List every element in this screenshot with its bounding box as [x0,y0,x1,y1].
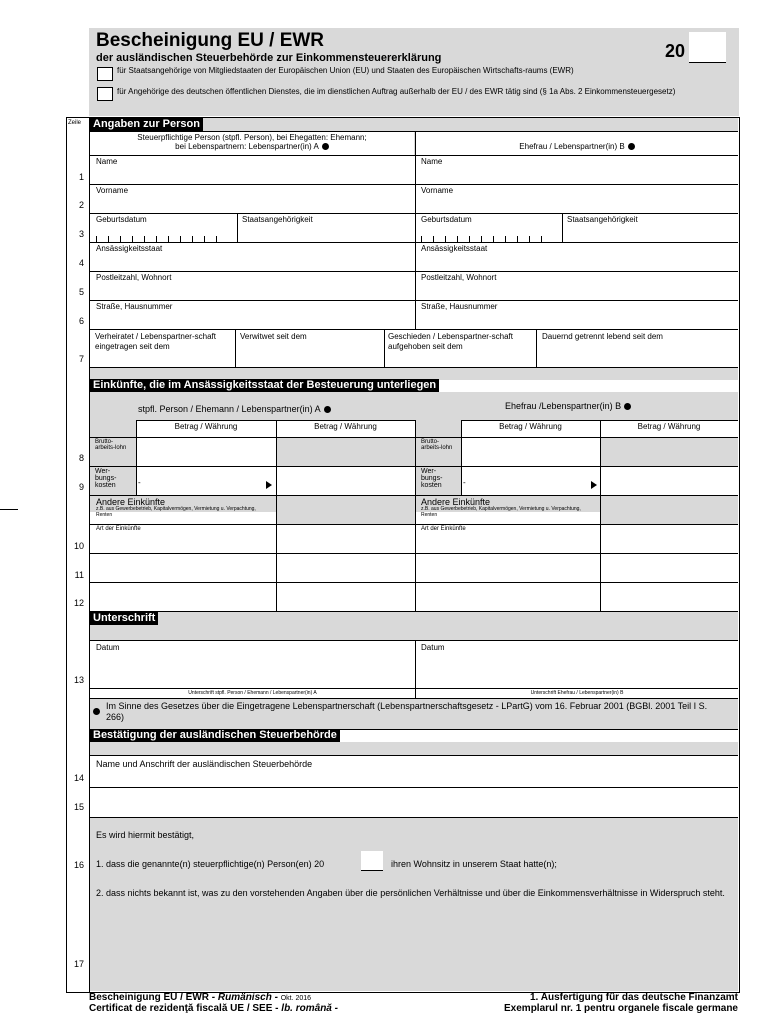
income-col-a-heading [138,404,331,414]
signature-a-input[interactable] [91,653,414,687]
werbung-b-input[interactable] [462,467,599,495]
name-a-label: Name [96,157,118,166]
andere-a-label: Andere Einkünfte [96,497,166,507]
geburtsdatum-b-label: Geburtsdatum [421,215,472,224]
betrag-b2: Betrag / Währung [637,422,701,431]
datum-a-label: Datum [96,643,120,652]
verwitwet-input[interactable] [236,343,384,366]
footnote-icon [324,406,331,413]
werbung-b-label: Wer-bungs-kosten [421,468,443,489]
plz-wohnort-a-input[interactable] [91,283,414,300]
brutto-a-input[interactable] [137,438,275,466]
income-col-b-heading [505,401,631,411]
section-signature-title: Unterschrift [90,612,158,625]
col-b-heading-text: Ehefrau / Lebenspartner(in) B [519,142,625,151]
confirm-item1-post: ihren Wohnsitz in unserem Staat hatte(n); [391,859,557,869]
row-number: 11 [74,570,84,580]
zeile-label: Zeile [68,120,82,126]
year-input[interactable] [689,32,726,63]
section-person-title: Angaben zur Person [90,118,203,131]
art-a-label: Art der Einkünfte [96,526,141,532]
footer-copy-ro: Exemplarul nr. 1 pentru organele fiscale germane [504,1003,738,1014]
footer-copy-de: 1. Ausfertigung für das deutsche Finanzamt [530,992,738,1003]
signature-a-caption: Unterschrift stpfl. Person / Ehemann / Lebenspartner(in) A [188,690,317,696]
checkbox-eu-ewr-label: für Staatsangehörige von Mitgliedstaaten der Europäischen Union (EU) und Staaten des Europäischen Wirtschafts-raums (EWR) [117,66,574,75]
werbung-a-input[interactable] [137,467,275,495]
staatsangehoerigkeit-b-label: Staatsangehörigkeit [567,215,638,224]
ansaessigkeitsstaat-a-input[interactable] [91,254,414,271]
authority-name-label: Name und Anschrift der ausländischen Steuerbehörde [96,759,313,769]
vorname-a-label: Vorname [96,186,129,195]
vorname-a-input[interactable] [91,196,414,213]
row-number: 12 [73,598,84,608]
staatsangehoerigkeit-a-label: Staatsangehörigkeit [242,215,313,224]
row-number: 15 [73,802,84,812]
strasse-b-label: Straße, Hausnummer [421,302,498,311]
werbung-b-dash: - [463,478,466,487]
arrow-right-icon [591,481,597,489]
row-number: 16 [73,860,84,870]
footer-left-2 [89,1003,338,1014]
art-b-label: Art der Einkünfte [421,526,466,532]
geburtsdatum-a-input[interactable] [96,228,226,242]
strasse-a-label: Straße, Hausnummer [96,302,173,311]
ansaessigkeitsstaat-b-input[interactable] [417,254,737,271]
vorname-b-input[interactable] [417,196,737,213]
lpartg-note: Im Sinne des Gesetzes über die Eingetragene Lebenspartnerschaft (Lebenspartnerschaftsgesetz - LPartG) vom 16. Februar 2001 (BGBl. 2001 Teil I S. 266) [106,701,708,722]
staatsangehoerigkeit-b-input[interactable] [564,226,736,242]
confirm-text: Es wird hiermit bestätigt, [96,830,195,840]
col-a-heading-line2-text: bei Lebenspartnern: Lebenspartner(in) A [175,142,319,151]
datum-b-label: Datum [421,643,445,652]
form-title: Bescheinigung EU / EWR [96,30,325,51]
plz-wohnort-b-input[interactable] [417,283,737,300]
andere-a-detail: z.B. aus Gewerbebetrieb, Kapitalvermögen, Vermietung u. Verpachtung, Renten [96,506,256,518]
vorname-b-label: Vorname [421,186,454,195]
row-number: 1 [78,172,84,182]
margin-fold-mark [0,509,18,510]
strasse-a-input[interactable] [91,312,414,329]
income-col-b-heading-text: Ehefrau /Lebenspartner(in) B [505,401,622,411]
footer-date: Okt. 2016 [280,995,312,1002]
confirm-year-input[interactable] [361,851,383,871]
werbung-a-label: Wer-bungs-kosten [95,468,117,489]
plz-wohnort-a-label: Postleitzahl, Wohnort [96,273,172,282]
row-number: 10 [73,541,84,551]
signature-b-caption: Unterschrift Ehefrau / Lebenspartner(in) B [530,690,624,696]
geburtsdatum-b-input[interactable] [421,228,551,242]
betrag-b1: Betrag / Währung [499,422,562,431]
werbung-a-dash: - [138,478,141,487]
checkbox-eu-ewr[interactable] [97,67,113,81]
year-prefix: 20 [665,41,686,61]
footer-form-name: Bescheinigung EU / EWR [89,992,210,1003]
name-b-input[interactable] [417,167,737,184]
authority-stamp-area[interactable] [91,915,737,990]
income-row-12-input[interactable] [91,583,737,611]
row-number: 13 [73,675,84,685]
row-number: 7 [78,354,84,364]
verheiratet-label: Verheiratet / Lebenspartner-schaft eingetragen seit dem [95,332,216,351]
income-row-10-input[interactable] [91,534,737,553]
verheiratet-input[interactable] [91,353,234,366]
footer-language-ro: lb. română - [281,1003,338,1014]
row-number: 2 [78,200,84,210]
row-number: 6 [78,316,84,326]
row-number: 3 [78,229,84,239]
brutto-a-label: Brutto-arbeits-lohn [95,439,127,451]
col-a-heading-line1: Steuerpflichtige Person (stpfl. Person), bei Ehegatten: Ehemann; [137,133,367,142]
section-authority-title: Bestätigung der ausländischen Steuerbehörde [90,729,340,742]
verwitwet-label: Verwitwet seit dem [240,332,307,341]
row-number: 9 [78,482,84,492]
authority-name-input-1[interactable] [91,770,737,787]
andere-b-label: Andere Einkünfte [421,497,491,507]
row-number: 14 [73,773,84,783]
ansaessigkeitsstaat-b-label: Ansässigkeitsstaat [421,244,488,253]
geschieden-input[interactable] [385,353,535,366]
row-number: 5 [78,287,84,297]
form-subtitle: der ausländischen Steuerbehörde zur Einkommensteuererklärung [96,52,442,64]
strasse-b-input[interactable] [417,312,737,329]
income-row-11-input[interactable] [91,554,737,582]
confirm-item2: 2. dass nichts bekannt ist, was zu den vorstehenden Angaben über die persönlichen Verhältnisse und über die Einkommensverhältnisse in Widerspruch steht. [96,888,725,898]
plz-wohnort-b-label: Postleitzahl, Wohnort [421,273,497,282]
footer-language: - Rumänisch - [211,992,278,1003]
geburtsdatum-a-label: Geburtsdatum [96,215,147,224]
authority-header-bg [90,742,738,755]
name-b-label: Name [421,157,443,166]
confirm-item1-pre: 1. dass die genannte(n) steuerpflichtige(n) Person(en) 20 [96,859,325,869]
footer-form-name-ro: Certificat de rezidenţă fiscală UE / SEE - [89,1003,279,1014]
ansaessigkeitsstaat-a-label: Ansässigkeitsstaat [96,244,163,253]
footnote-icon [624,403,631,410]
checkbox-public-service-label: für Angehörige des deutschen öffentlichen Dienstes, die im dienstlichen Auftrag außerhalb der EU / des EWR tätig sind (§ 1a Abs. 2 Einkommensteuergesetz) [117,87,676,96]
section-income-title: Einkünfte, die im Ansässigkeitsstaat der Besteuerung unterliegen [90,379,439,392]
geschieden-label: Geschieden / Lebenspartner-schaft aufgehoben seit dem [388,332,513,351]
lpartg-note-icon [93,701,100,719]
signature-b-input[interactable] [417,653,737,687]
checkbox-public-service[interactable] [97,87,113,101]
row-number: 4 [78,258,84,268]
getrennt-input[interactable] [537,343,737,366]
staatsangehoerigkeit-a-input[interactable] [239,226,413,242]
income-col-a-heading-text: stpfl. Person / Ehemann / Lebenspartner(in) A [138,404,321,414]
authority-name-input-2[interactable] [91,788,737,817]
getrennt-label: Dauernd getrennt lebend seit dem [542,332,663,341]
brutto-b-label: Brutto-arbeits-lohn [421,439,453,451]
footnote-icon [93,708,100,715]
name-a-input[interactable] [91,167,414,184]
brutto-b-input[interactable] [462,438,599,466]
betrag-a2: Betrag / Währung [314,422,377,431]
row-number: 8 [78,453,84,463]
signature-header-bg [90,612,738,640]
betrag-a1: Betrag / Währung [174,422,238,431]
arrow-right-icon [266,481,272,489]
row-number: 17 [73,959,84,969]
andere-b-detail: z.B. aus Gewerbebetrieb, Kapitalvermögen, Vermietung u. Verpachtung, Renten [421,506,581,518]
